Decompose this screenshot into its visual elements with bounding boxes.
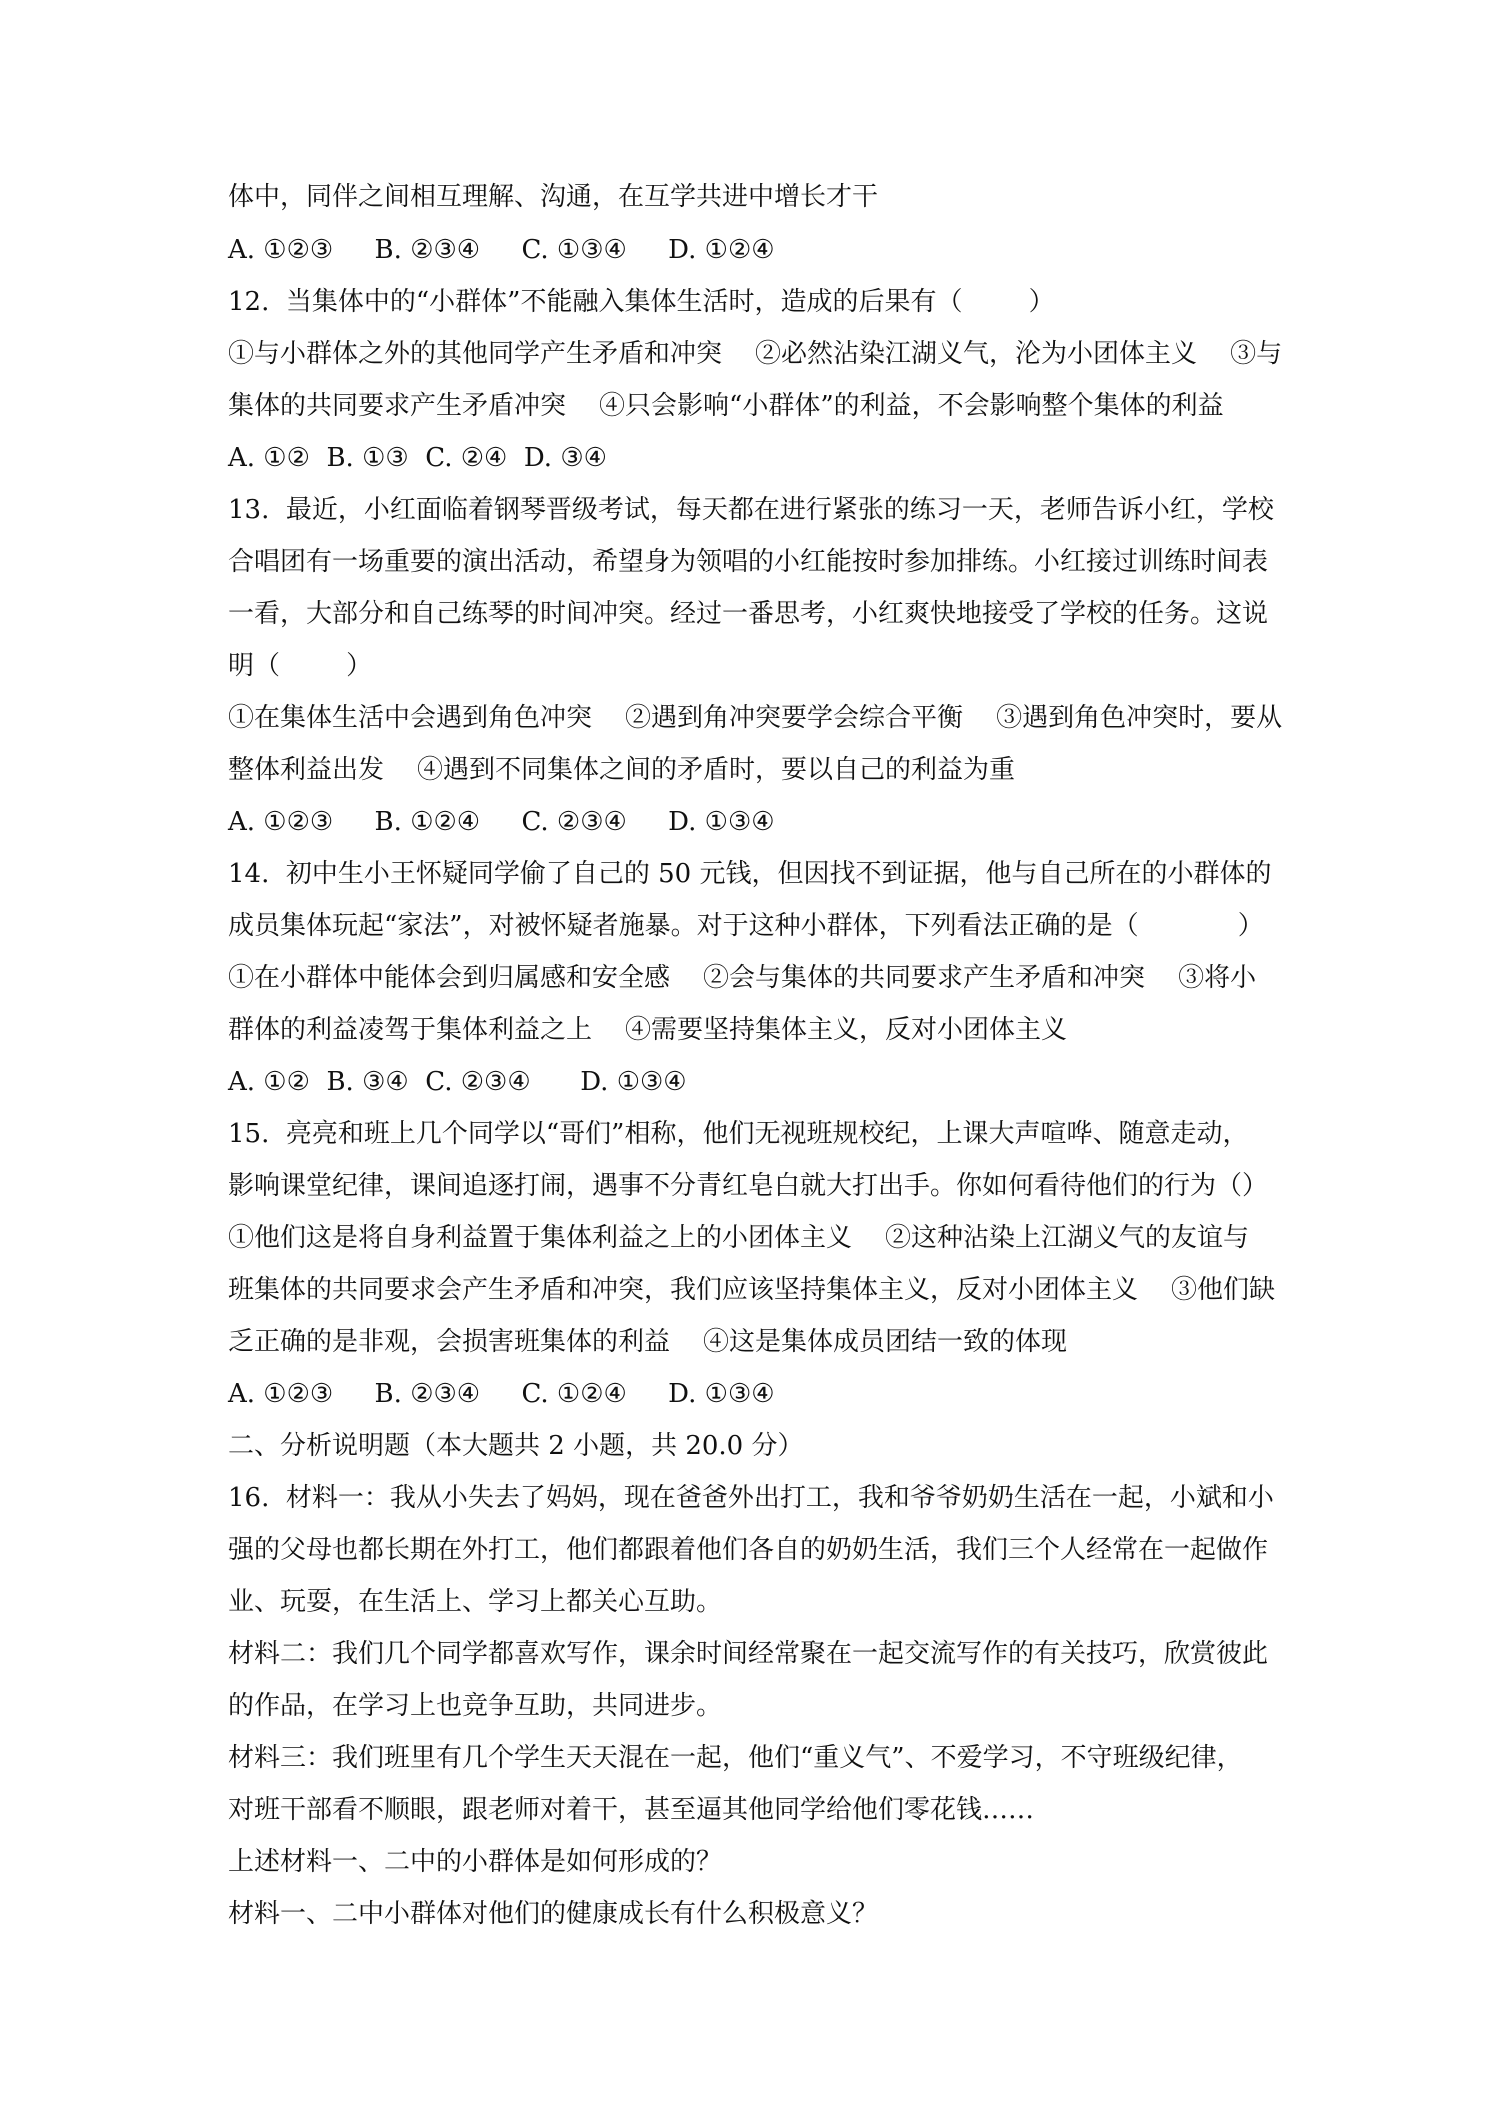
- text-line: 集体的共同要求产生矛盾冲突 ④只会影响“小群体”的利益，不会影响整个集体的利益: [228, 391, 1224, 421]
- sub-question-2: 材料一、二中小群体对他们的健康成长有什么积极意义？: [228, 1899, 879, 1929]
- material-three: 材料三：我们班里有几个学生天天混在一起，他们“重义气”、不爱学习，不守班级纪律，: [228, 1743, 1243, 1773]
- answer-options: A. ①② B. ①③ C. ②④ D. ③④: [228, 443, 607, 473]
- text-line: 影响课堂纪律，课间追逐打闹，遇事不分青红皂白就大打出手。你如何看待他们的行为（）: [228, 1171, 1269, 1201]
- material-two: 材料二：我们几个同学都喜欢写作，课余时间经常聚在一起交流写作的有关技巧，欣赏彼此: [228, 1639, 1269, 1669]
- question-14: 14. 初中生小王怀疑同学偷了自己的 50 元钱，但因找不到证据，他与自己所在的小群体的: [228, 859, 1272, 889]
- text-line: 乏正确的是非观，会损害班集体的利益 ④这是集体成员团结一致的体现: [228, 1327, 1068, 1357]
- text-line: 业、玩耍，在生活上、学习上都关心互助。: [228, 1587, 723, 1617]
- text-line: 对班干部看不顺眼，跟老师对着干，甚至逼其他同学给他们零花钱……: [228, 1795, 1035, 1825]
- sub-question-1: 上述材料一、二中的小群体是如何形成的？: [228, 1847, 723, 1877]
- question-14-statements: ①在小群体中能体会到归属感和安全感 ②会与集体的共同要求产生矛盾和冲突 ③将小: [228, 963, 1257, 993]
- question-13: 13. 最近，小红面临着钢琴晋级考试，每天都在进行紧张的练习一天，老师告诉小红，学校: [228, 495, 1274, 525]
- question-13-statements: ①在集体生活中会遇到角色冲突 ②遇到角冲突要学会综合平衡 ③遇到角色冲突时，要从: [228, 703, 1283, 733]
- text-line: 明（ ）: [228, 651, 373, 681]
- question-15-statements: ①他们这是将自身利益置于集体利益之上的小团体主义 ②这种沾染上江湖义气的友谊与: [228, 1223, 1250, 1253]
- text-line: 体中，同伴之间相互理解、沟通，在互学共进中增长才干: [228, 182, 879, 212]
- text-line: 成员集体玩起“家法”，对被怀疑者施暴。对于这种小群体，下列看法正确的是（ ）: [228, 911, 1264, 941]
- text-line: 的作品，在学习上也竞争互助，共同进步。: [228, 1691, 723, 1721]
- question-12: 12. 当集体中的“小群体”不能融入集体生活时，造成的后果有（ ）: [228, 287, 1055, 317]
- text-line: 强的父母也都长期在外打工，他们都跟着他们各自的奶奶生活，我们三个人经常在一起做作: [228, 1535, 1269, 1565]
- text-line: 班集体的共同要求会产生矛盾和冲突，我们应该坚持集体主义，反对小团体主义 ③他们缺: [228, 1275, 1276, 1305]
- section-heading: 二、分析说明题（本大题共 2 小题，共 20.0 分）: [228, 1431, 804, 1461]
- answer-options: A. ①② B. ③④ C. ②③④ D. ①③④: [228, 1067, 687, 1097]
- question-15: 15. 亮亮和班上几个同学以“哥们”相称，他们无视班规校纪，上课大声喧哗、随意走动，: [228, 1119, 1249, 1149]
- text-line: 群体的利益凌驾于集体利益之上 ④需要坚持集体主义，反对小团体主义: [228, 1015, 1068, 1045]
- question-12-statements: ①与小群体之外的其他同学产生矛盾和冲突 ②必然沾染江湖义气，沦为小团体主义 ③与: [228, 339, 1283, 369]
- text-line: 一看，大部分和自己练琴的时间冲突。经过一番思考，小红爽快地接受了学校的任务。这说: [228, 599, 1269, 629]
- text-line: 整体利益出发 ④遇到不同集体之间的矛盾时，要以自己的利益为重: [228, 755, 1016, 785]
- answer-options: A. ①②③ B. ②③④ C. ①③④ D. ①②④: [228, 235, 775, 265]
- question-16: 16. 材料一：我从小失去了妈妈，现在爸爸外出打工，我和爷爷奶奶生活在一起，小斌和小: [228, 1483, 1274, 1513]
- answer-options: A. ①②③ B. ①②④ C. ②③④ D. ①③④: [228, 807, 775, 837]
- answer-options: A. ①②③ B. ②③④ C. ①②④ D. ①③④: [228, 1379, 775, 1409]
- text-line: 合唱团有一场重要的演出活动，希望身为领唱的小红能按时参加排练。小红接过训练时间表: [228, 547, 1269, 577]
